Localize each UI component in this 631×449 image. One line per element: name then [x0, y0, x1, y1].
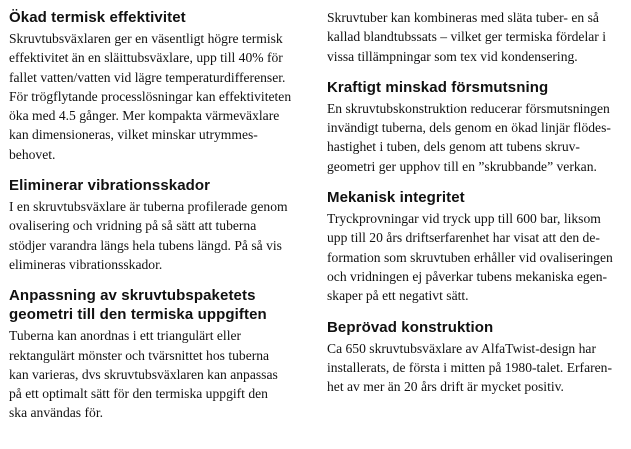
section-heading — [327, 188, 627, 207]
body-line: och vridningen ej påverkar tubens mekaniska egen- — [327, 268, 608, 284]
body-line: behovet. — [9, 146, 56, 162]
body-line: En skruvtubskonstruktion reducerar försmutsningen — [327, 100, 610, 116]
section-beprovad-konstruktion — [327, 318, 627, 397]
body-line: I en skruvtubsväxlare är tuberna profilerade genom — [9, 199, 288, 215]
section-heading — [9, 176, 317, 195]
body-line: hastighet i tuben, dels genom att tubens skruv- — [327, 139, 580, 155]
body-line: Skruvtuber kan kombineras med släta tuber- en så — [327, 10, 599, 25]
heading-line: Anpassning av skruvtubspaketets — [9, 287, 256, 305]
body-line: rektangulärt mönster och tvärsnittet hos tuberna — [9, 347, 270, 363]
body-line: kan varieras, dvs skruvtubsväxlaren kan anpassas — [9, 366, 278, 382]
body-line: stödjer varandra längs hela tubens längd. På så vis — [9, 237, 282, 253]
body-line: öka med 4.5 gånger. Mer kompakta värmeväxlare — [9, 108, 280, 124]
left-column — [9, 8, 317, 435]
heading-line: Ökad termisk effektivitet — [9, 9, 186, 26]
body-line: invändigt tuberna, dels genom en ökad linjär flödes- — [327, 120, 611, 136]
section-mekanisk-integritet — [327, 188, 627, 305]
body-line: ovalisering och vridning på så sätt att tuberna — [9, 218, 257, 234]
section-anpassning-geometri — [9, 286, 317, 422]
body-line: geometri ger upphov till en ”skrubbande” verkan. — [327, 158, 597, 174]
body-line: installerats, de första i mitten på 1980-talet. Erfaren- — [327, 359, 612, 375]
body-line: formation som skruvtuben erhåller vid ovaliseringen — [327, 249, 613, 265]
body-line: ska användas för. — [9, 405, 103, 421]
body-line: effektivitet än en släittubsväxlare, upp till 40% för — [9, 50, 283, 66]
section-termisk-effektivitet — [9, 8, 317, 164]
body-line: fallet vatten/vatten vid lägre temperaturdifferenser. — [9, 69, 286, 85]
section-heading — [9, 8, 317, 27]
section-heading — [327, 78, 627, 97]
section-body — [327, 209, 627, 305]
body-line: kan dimensioneras, vilket minskar utrymmes- — [9, 127, 258, 143]
right-column — [327, 8, 627, 408]
heading-line: Beprövad konstruktion — [327, 318, 494, 336]
body-line: på ett optimalt sätt för den termiska uppgift den — [9, 386, 268, 402]
body-line: Tryckprovningar vid tryck upp till 600 bar, liksom — [327, 211, 601, 227]
section-body — [327, 99, 627, 176]
section-vibrationsskador — [9, 176, 317, 274]
body-line: Tuberna kan anordnas i ett triangulärt eller — [9, 328, 242, 344]
body-line: skaper på ett negativt sätt. — [327, 288, 469, 304]
body-line: För trögflytande processlösningar kan effektiviteten — [9, 88, 292, 104]
heading-line: Kraftigt minskad försmutsning — [327, 78, 549, 96]
section-body — [9, 197, 317, 274]
body-line: het av mer än 20 års drift är mycket positiv. — [327, 379, 564, 395]
body-line: vissa tillämpningar som tex vid kondensering. — [327, 48, 578, 64]
section-body — [327, 8, 627, 66]
section-heading — [9, 286, 317, 324]
body-line: kallad blandtubssats – vilket ger termiska fördelar i — [327, 29, 606, 45]
section-body — [327, 339, 627, 397]
section-body — [9, 326, 317, 422]
body-line: upp till 20 års driftserfarenhet har visat att den de- — [327, 230, 600, 246]
heading-line: geometri till den termiska uppgiften — [9, 306, 267, 324]
section-heading — [327, 318, 627, 337]
body-line: elimineras vibrationsskador. — [9, 256, 163, 272]
section-blandtubssats — [327, 8, 627, 66]
section-forsmutsning — [327, 78, 627, 176]
heading-line: Eliminerar vibrationsskador — [9, 177, 211, 195]
body-line: Ca 650 skruvtubsväxlare av AlfaTwist-design har — [327, 340, 596, 356]
heading-line: Mekanisk integritet — [327, 189, 465, 207]
section-body — [9, 29, 317, 164]
body-line: Skruvtubsväxlaren ger en väsentligt högre termisk — [9, 31, 283, 46]
